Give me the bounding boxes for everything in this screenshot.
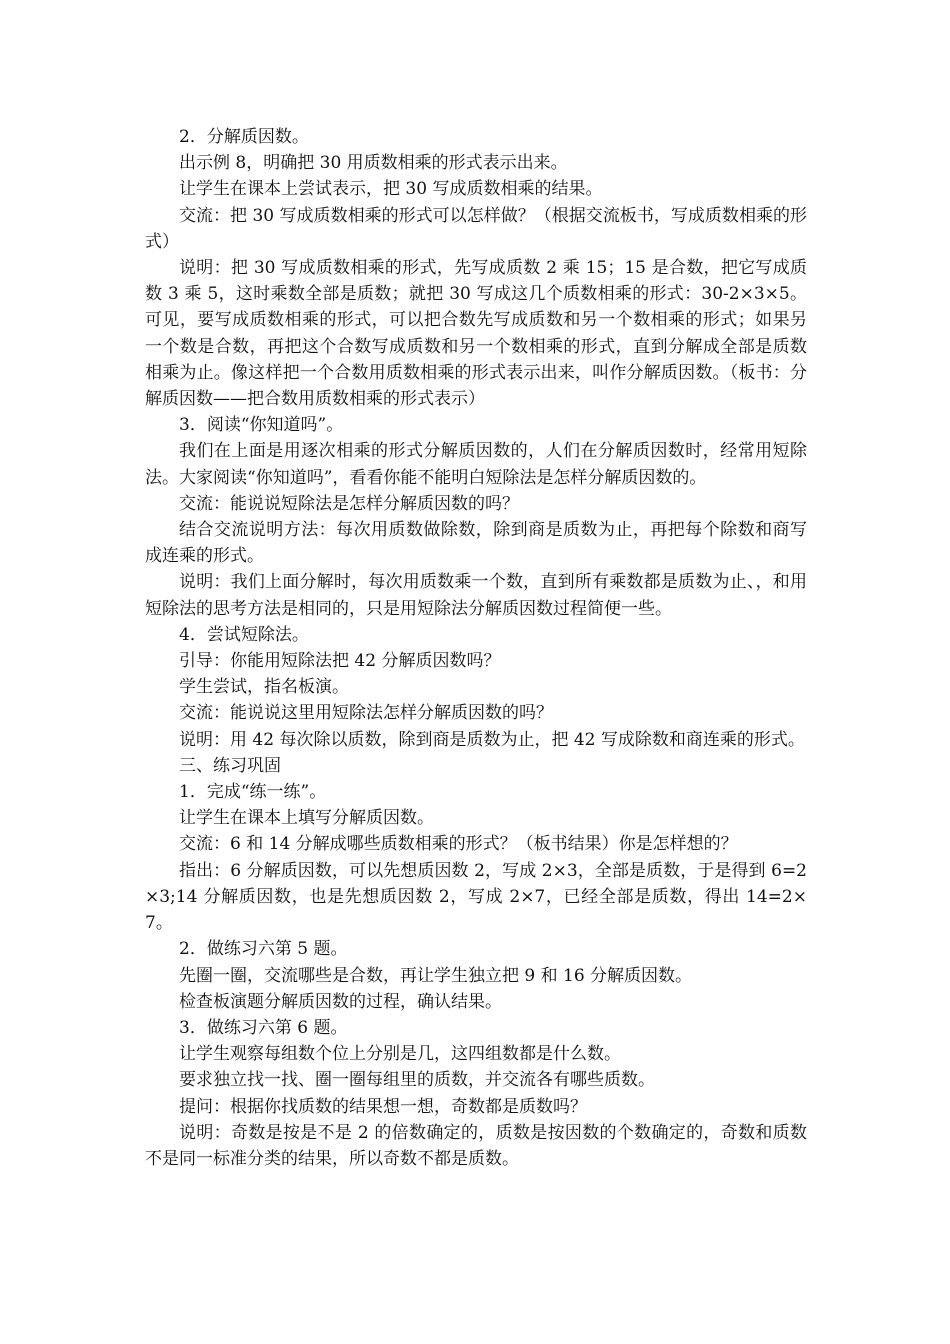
paragraph: 交流：把 30 写成质数相乘的形式可以怎样做？（根据交流板书，写成质数相乘的形式）	[145, 205, 807, 252]
paragraph: 1．完成“练一练”。	[179, 782, 327, 803]
paragraph: 说明：我们上面分解时，每次用质数乘一个数，直到所有乘数都是质数为止、，和用短除法的思考方法是相同的，只是用短除法分解质因数过程简便一些。	[145, 572, 807, 619]
paragraph: 2．分解质因数。	[179, 127, 309, 147]
paragraph: 检查板演题分解质因数的过程，确认结果。	[179, 991, 502, 1012]
paragraph: 交流：能说说这里用短除法怎样分解质因数的吗？	[179, 703, 553, 724]
paragraph: 说明：把 30 写成质数相乘的形式，先写成质数 2 乘 15；15 是合数，把它写成质数 3 乘 5，这时乘数全部是质数；就把 30 写成这几个质数相乘的形式：30-2×3×5。可见，要写成质数相乘的形式，可以把合数先写成质数和另一个数相乘的形式；如果另一个数是合数，再把这个合数写成质数和另一个数相乘的形式，直到分解成全部是质数相乘为止。像这样把一个合数用质数相乘的形式表示出来，叫作分解质因数。（板书：分解质因数——把合数用质数相乘的形式表示）	[145, 258, 807, 410]
paragraph: 3．阅读“你知道吗”。	[179, 415, 344, 436]
paragraph: 交流：能说说短除法是怎样分解质因数的吗？	[179, 493, 519, 514]
paragraph: 3．做练习六第 6 题。	[179, 1017, 348, 1038]
paragraph: 交流：6 和 14 分解成哪些质数相乘的形式？（板书结果）你是怎样想的？	[179, 834, 738, 855]
paragraph: 我们在上面是用逐次相乘的形式分解质因数的，人们在分解质因数时，经常用短除法。大家阅读“你知道吗”，看看你能不能明白短除法是怎样分解质因数的。	[145, 441, 807, 488]
paragraph: 2．做练习六第 5 题。	[179, 939, 348, 960]
paragraph: 说明：用 42 每次除以质数，除到商是质数为止，把 42 写成除数和商连乘的形式。	[179, 729, 805, 750]
paragraph: 指出：6 分解质因数，可以先想质因数 2，写成 2×3，全部是质数，于是得到 6=2×3;14 分解质因数，也是先想质因数 2，写成 2×7，已经全部是质数，得出 14=2×7。	[145, 860, 807, 934]
paragraph: 学生尝试，指名板演。	[179, 677, 349, 698]
paragraph: 结合交流说明方法：每次用质数做除数，除到商是质数为止，再把每个除数和商写成连乘的形式。	[145, 520, 807, 567]
paragraph: 先圈一圈，交流哪些是合数，再让学生独立把 9 和 16 分解质因数。	[179, 965, 693, 986]
section-heading: 三、练习巩固	[179, 755, 281, 776]
paragraph: 让学生在课本上尝试表示，把 30 写成质数相乘的结果。	[179, 179, 603, 200]
paragraph: 出示例 8，明确把 30 用质数相乘的形式表示出来。	[179, 153, 568, 174]
paragraph: 说明：奇数是按是不是 2 的倍数确定的，质数是按因数的个数确定的，奇数和质数不是同一标准分类的结果，所以奇数不都是质数。	[145, 1122, 807, 1169]
paragraph: 4．尝试短除法。	[179, 624, 309, 645]
document-body	[145, 124, 807, 1172]
paragraph: 提问：根据你找质数的结果想一想，奇数都是质数吗？	[179, 1096, 587, 1117]
paragraph: 要求独立找一找、圈一圈每组里的质数，并交流各有哪些质数。	[179, 1070, 655, 1091]
paragraph: 让学生在课本上填写分解质因数。	[179, 808, 434, 829]
paragraph: 让学生观察每组数个位上分别是几，这四组数都是什么数。	[179, 1044, 621, 1065]
paragraph: 引导：你能用短除法把 42 分解质因数吗？	[179, 651, 501, 672]
